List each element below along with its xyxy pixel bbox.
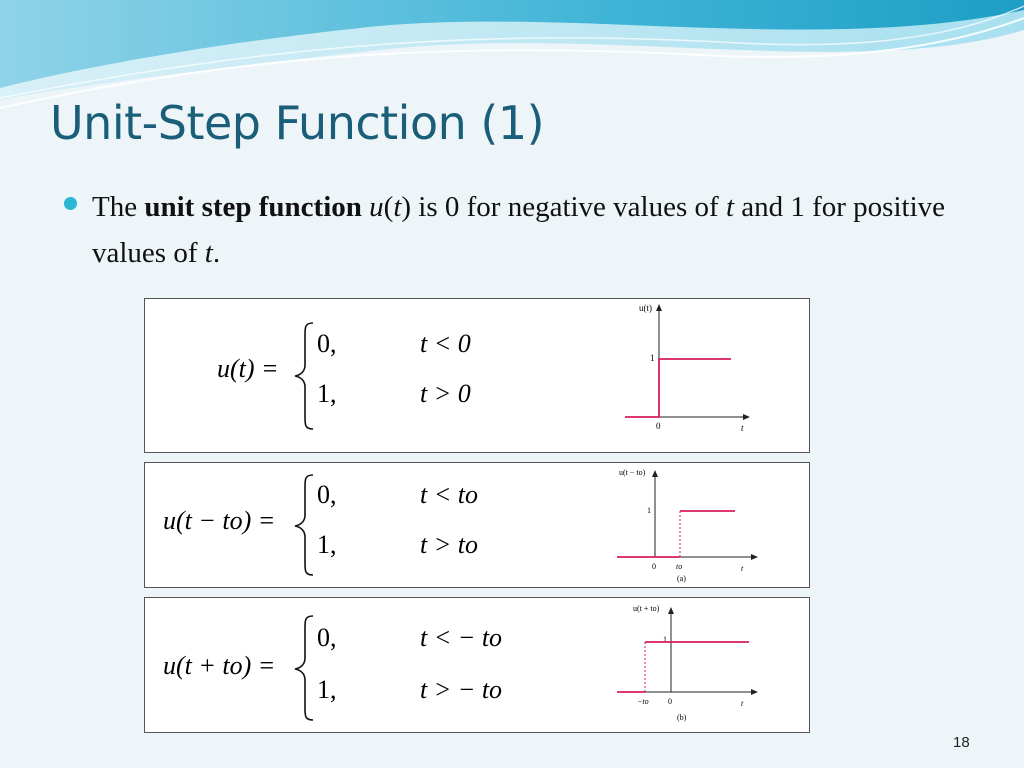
- case1-value: 0,: [317, 480, 337, 509]
- brace-icon: [295, 616, 313, 720]
- bullet-func-name: u: [369, 191, 384, 223]
- shift-label: to: [676, 562, 683, 571]
- bullet-var: t: [204, 237, 213, 269]
- bullet-var: t: [725, 191, 734, 223]
- step-line: [625, 359, 731, 417]
- equation-lhs: u(t − to) =: [163, 506, 276, 535]
- x-axis-arrow-icon: [751, 554, 758, 560]
- equation-box-1: [144, 298, 810, 453]
- step-plot-1: [621, 301, 751, 435]
- plot-caption: (a): [677, 574, 686, 583]
- page-number: 18: [953, 734, 970, 751]
- bullet-paren: ): [401, 191, 412, 223]
- origin-label: 0: [652, 562, 656, 571]
- case2-condition: t > 0: [420, 379, 471, 408]
- bullet-text-part: is 0 for negative values of: [411, 191, 726, 223]
- y-axis-arrow-icon: [656, 304, 662, 311]
- level-label: 1: [650, 353, 655, 363]
- origin-label: 0: [668, 697, 672, 706]
- y-axis-label: u(t + to): [633, 604, 660, 613]
- bullet-text: [92, 184, 972, 276]
- case1-condition: t < 0: [420, 329, 471, 358]
- bullet-text-part: The: [92, 191, 145, 223]
- bullet-func-arg: t: [393, 191, 402, 223]
- level-label: 1: [647, 506, 651, 515]
- equation-box-2: [144, 462, 810, 588]
- equation-lhs: u(t) =: [217, 354, 279, 383]
- step-plot-3: [613, 600, 763, 730]
- x-axis-label: t: [741, 423, 744, 433]
- y-axis-arrow-icon: [668, 607, 674, 614]
- bullet-text-part: and 1 for positive values of: [92, 191, 946, 269]
- brace-icon: [295, 323, 313, 429]
- bullet-text-part: .: [212, 237, 221, 269]
- case1-condition: t < − to: [420, 623, 503, 652]
- shift-label: −to: [637, 697, 649, 706]
- case2-value: 1,: [317, 530, 337, 559]
- x-axis-label: t: [741, 699, 744, 708]
- y-axis-label: u(t): [639, 303, 652, 313]
- case2-value: 1,: [317, 675, 337, 704]
- plot-caption: (b): [677, 713, 687, 722]
- bullet-paren: (: [383, 191, 394, 223]
- step-plot-2: [613, 465, 763, 585]
- equation-lhs: u(t + to) =: [163, 651, 276, 680]
- y-axis-label: u(t − to): [619, 468, 646, 477]
- y-axis-arrow-icon: [652, 470, 658, 477]
- level-label: 1: [663, 635, 667, 644]
- case2-condition: t > − to: [420, 675, 503, 704]
- equation-box-3: [144, 597, 810, 733]
- case1-value: 0,: [317, 329, 337, 358]
- case2-value: 1,: [317, 379, 337, 408]
- x-axis-arrow-icon: [751, 689, 758, 695]
- brace-icon: [295, 475, 313, 575]
- case2-condition: t > to: [420, 530, 478, 559]
- x-axis-label: t: [741, 564, 744, 573]
- bullet-bold-term: unit step function: [144, 191, 362, 223]
- slide-title: Unit-Step Function (1): [50, 96, 545, 150]
- case1-condition: t < to: [420, 480, 478, 509]
- x-axis-arrow-icon: [743, 414, 750, 420]
- bullet-dot-icon: [64, 197, 77, 210]
- origin-label: 0: [656, 421, 661, 431]
- case1-value: 0,: [317, 623, 337, 652]
